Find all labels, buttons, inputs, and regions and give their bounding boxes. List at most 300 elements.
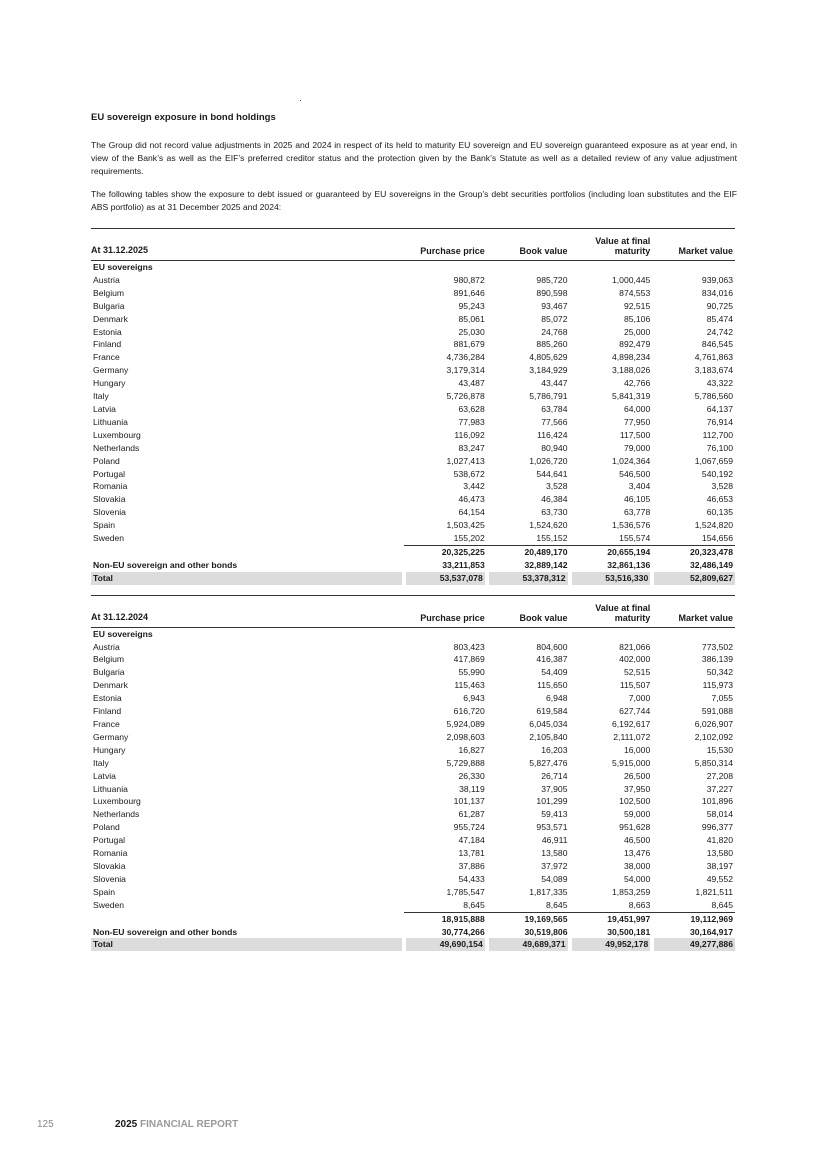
country-name: Portugal <box>93 835 126 846</box>
cell-value: 4,805,629 <box>529 352 568 363</box>
cell-value: 3,528 <box>545 481 568 492</box>
cell-value: 891,646 <box>453 287 485 298</box>
table-row <box>91 653 735 666</box>
country-name: Austria <box>93 641 120 652</box>
country-name: Poland <box>93 455 120 466</box>
country-name: Spain <box>93 886 115 897</box>
table-row <box>91 666 735 679</box>
country-name: Bulgaria <box>93 667 125 678</box>
cell-value: 591,088 <box>701 706 733 717</box>
cell-value: 7,055 <box>711 693 733 704</box>
cell-value: 38,119 <box>459 783 485 794</box>
country-name: Finland <box>93 706 122 717</box>
cell-value: 117,500 <box>619 429 651 440</box>
cell-value: 3,179,314 <box>446 365 485 376</box>
cell-value: 885,260 <box>536 339 568 350</box>
total-row-value: 49,690,154 <box>404 938 487 951</box>
cell-value: 2,105,840 <box>529 731 568 742</box>
non-eu-row <box>91 926 735 939</box>
country-name: Germany <box>93 731 129 742</box>
cell-value: 154,656 <box>701 533 733 544</box>
table-row <box>91 313 735 326</box>
cell-value: 46,500 <box>623 835 651 846</box>
country-name: France <box>93 352 120 363</box>
cell-value: 37,227 <box>706 783 733 794</box>
cell-value: 47,184 <box>458 835 485 846</box>
cell-value: 821,066 <box>619 641 651 652</box>
cell-value: 6,192,617 <box>612 719 651 729</box>
cell-value: 996,377 <box>701 822 733 833</box>
cell-value: 1,853,259 <box>612 886 651 897</box>
country-name: Spain <box>93 520 115 531</box>
cell-value: 1,817,335 <box>529 886 568 897</box>
cell-value: 16,000 <box>623 744 651 755</box>
country-name: Hungary <box>93 378 126 389</box>
page-number: 125 <box>37 1119 54 1130</box>
country-name: Bulgaria <box>93 300 125 311</box>
cell-value: 616,720 <box>453 706 485 717</box>
country-name: Hungary <box>93 744 126 755</box>
country-name: Lithuania <box>93 783 128 794</box>
cell-value: 115,507 <box>619 680 651 691</box>
cell-value: 2,098,603 <box>446 731 485 742</box>
non-eu-row-value: 30,164,917 <box>689 926 733 937</box>
table-row <box>91 783 735 796</box>
cell-value: 41,820 <box>706 835 733 846</box>
non-eu-row-value: 30,519,806 <box>524 926 568 937</box>
table-header-row <box>91 595 735 627</box>
table-title: At 31.12.2024 <box>91 595 404 627</box>
non-eu-row-value: 33,211,853 <box>442 559 485 570</box>
cell-value: 2,111,072 <box>613 731 651 742</box>
table-2025-wrap <box>91 228 737 585</box>
cell-value: 46,473 <box>458 494 485 505</box>
country-name: Italy <box>93 757 109 768</box>
country-name: Estonia <box>93 326 122 337</box>
cell-value: 95,243 <box>458 300 485 311</box>
cell-value: 951,628 <box>619 822 651 833</box>
table-row <box>91 429 735 442</box>
cell-value: 54,089 <box>541 873 568 884</box>
non-eu-row <box>91 559 735 572</box>
cell-value: 834,016 <box>701 287 733 298</box>
cell-value: 5,827,476 <box>529 757 568 768</box>
cell-value: 4,761,863 <box>694 352 733 363</box>
cell-value: 64,137 <box>706 403 733 414</box>
subtotal-row-value: 20,655,194 <box>570 545 653 558</box>
cell-value: 101,299 <box>536 796 568 807</box>
cell-value: 1,524,620 <box>529 520 568 531</box>
column-header: Book value <box>487 595 570 627</box>
cell-value: 939,063 <box>701 274 733 285</box>
cell-value: 38,197 <box>706 860 733 871</box>
cell-value: 25,000 <box>623 326 651 337</box>
cell-value: 85,072 <box>541 313 568 324</box>
table-row <box>91 468 735 481</box>
table-row <box>91 679 735 692</box>
cell-value: 50,342 <box>706 667 733 678</box>
exposure-table-2024 <box>91 595 735 952</box>
cell-value: 1,536,576 <box>612 520 651 531</box>
table-row <box>91 416 735 429</box>
cell-value: 43,322 <box>706 378 733 389</box>
cell-value: 116,092 <box>454 429 485 440</box>
cell-value: 985,720 <box>536 274 568 285</box>
main-content <box>91 112 737 951</box>
country-name: Latvia <box>93 403 116 414</box>
cell-value: 5,841,319 <box>612 391 651 402</box>
cell-value: 5,726,878 <box>446 391 485 402</box>
non-eu-row-value: 30,774,266 <box>441 926 485 937</box>
cell-value: 90,725 <box>706 300 733 311</box>
table-row <box>91 808 735 821</box>
cell-value: 58,014 <box>706 809 733 820</box>
group-label: EU sovereigns <box>91 261 735 274</box>
country-name: Netherlands <box>93 809 140 820</box>
table-row <box>91 899 735 912</box>
subtotal-row <box>91 912 735 925</box>
cell-value: 79,000 <box>623 442 651 453</box>
cell-value: 101,896 <box>701 796 733 807</box>
cell-value: 54,409 <box>541 667 568 678</box>
non-eu-row-label: Non-EU sovereign and other bonds <box>93 926 238 937</box>
cell-value: 874,553 <box>619 287 651 298</box>
cell-value: 13,580 <box>541 848 568 859</box>
table-row <box>91 532 735 545</box>
table-header-row <box>91 229 735 261</box>
cell-value: 5,924,089 <box>446 719 485 729</box>
subtotal-row-value: 20,323,478 <box>652 545 735 558</box>
country-name: Slovenia <box>93 507 126 518</box>
cell-value: 101,137 <box>453 796 485 807</box>
subtotal-row-label <box>91 912 404 925</box>
column-header: Book value <box>487 229 570 261</box>
cell-value: 37,886 <box>458 860 485 871</box>
total-row-label: Total <box>91 572 404 585</box>
cell-value: 386,139 <box>701 654 733 665</box>
country-name: Denmark <box>93 680 128 691</box>
subtotal-row-value: 18,915,888 <box>404 912 487 925</box>
subtotal-row-value: 20,489,170 <box>487 545 570 558</box>
non-eu-row-value: 32,486,149 <box>689 559 733 570</box>
group-row <box>91 627 735 640</box>
cell-value: 13,580 <box>706 848 733 859</box>
column-header: Value at final maturity <box>570 595 653 627</box>
cell-value: 26,330 <box>458 770 485 781</box>
cell-value: 8,645 <box>545 899 568 910</box>
table-row <box>91 705 735 718</box>
country-name: Sweden <box>93 899 125 910</box>
cell-value: 63,730 <box>541 507 568 518</box>
cell-value: 83,247 <box>458 442 485 453</box>
cell-value: 1,024,364 <box>612 455 651 466</box>
country-name: Latvia <box>93 770 116 781</box>
cell-value: 7,000 <box>628 693 651 704</box>
country-name: Finland <box>93 339 122 350</box>
cell-value: 115,463 <box>454 680 485 691</box>
column-header: Purchase price <box>404 595 487 627</box>
cell-value: 77,566 <box>541 416 568 427</box>
report-year: 2025 <box>115 1119 138 1130</box>
cell-value: 115,973 <box>702 680 733 691</box>
exposure-table-2025 <box>91 228 735 585</box>
total-row <box>91 938 735 951</box>
table-row <box>91 377 735 390</box>
cell-value: 26,500 <box>623 770 651 781</box>
cell-value: 102,500 <box>619 796 651 807</box>
cell-value: 116,424 <box>537 429 568 440</box>
cell-value: 8,645 <box>711 899 733 910</box>
cell-value: 892,479 <box>619 339 651 350</box>
non-eu-row-value: 32,889,142 <box>524 559 568 570</box>
cell-value: 115,650 <box>537 680 568 691</box>
group-label: EU sovereigns <box>91 627 735 640</box>
table-row <box>91 731 735 744</box>
cell-value: 6,045,034 <box>529 719 568 729</box>
country-name: Italy <box>93 391 109 402</box>
country-name: Romania <box>93 481 128 492</box>
country-name: Estonia <box>93 693 122 704</box>
cell-value: 85,061 <box>458 313 485 324</box>
table-row <box>91 744 735 757</box>
country-name: Slovakia <box>93 860 126 871</box>
cell-value: 6,948 <box>545 693 568 704</box>
table-row <box>91 364 735 377</box>
cell-value: 890,598 <box>536 287 568 298</box>
table-row <box>91 821 735 834</box>
table-row <box>91 795 735 808</box>
total-row-value: 49,689,371 <box>487 938 570 951</box>
cell-value: 76,100 <box>706 442 733 453</box>
table-row <box>91 480 735 493</box>
cell-value: 1,067,659 <box>694 455 733 466</box>
table-row <box>91 641 735 654</box>
cell-value: 417,869 <box>453 654 485 665</box>
cell-value: 846,545 <box>701 339 733 350</box>
cell-value: 3,184,929 <box>529 365 568 376</box>
country-name: Denmark <box>93 313 128 324</box>
cell-value: 3,528 <box>711 481 733 492</box>
cell-value: 2,102,092 <box>694 731 733 742</box>
table-row <box>91 493 735 506</box>
cell-value: 63,778 <box>623 507 651 518</box>
total-row-value: 49,277,886 <box>652 938 735 951</box>
cell-value: 1,524,820 <box>694 520 733 531</box>
total-row-value: 53,537,078 <box>404 572 487 585</box>
cell-value: 155,202 <box>453 533 485 544</box>
cell-value: 773,502 <box>701 641 733 652</box>
cell-value: 540,192 <box>701 468 733 479</box>
cell-value: 5,850,314 <box>694 757 733 768</box>
cell-value: 538,672 <box>453 468 485 479</box>
cell-value: 85,474 <box>706 313 733 324</box>
table-row <box>91 757 735 770</box>
country-name: Luxembourg <box>93 796 141 807</box>
subtotal-row-value: 19,451,997 <box>570 912 653 925</box>
table-title: At 31.12.2025 <box>91 229 404 261</box>
report-title <box>115 1119 238 1130</box>
country-name: Luxembourg <box>93 429 141 440</box>
cell-value: 77,950 <box>623 416 651 427</box>
country-name: Portugal <box>93 468 126 479</box>
table-row <box>91 506 735 519</box>
subtotal-row-label <box>91 545 404 558</box>
total-row-value: 53,378,312 <box>487 572 570 585</box>
total-row-value: 53,516,330 <box>570 572 653 585</box>
cell-value: 63,628 <box>458 403 485 414</box>
non-eu-row-label: Non-EU sovereign and other bonds <box>93 559 238 570</box>
table-row <box>91 274 735 287</box>
table-row <box>91 834 735 847</box>
table-row <box>91 718 735 731</box>
cell-value: 1,027,413 <box>446 455 485 466</box>
column-header: Market value <box>652 229 735 261</box>
paragraph-value-adjustments: The Group did not record value adjustments in 2025 and 2024 in respect of its held to maturity EU sovereign and EU sovereign guaranteed exposure as at year end, in view of the Bank’s as well as the EIF’s preferred creditor status and the protection given by the Bank’s Statute as well as a detailed review of any value adjustment requirements. <box>91 140 737 176</box>
non-eu-row-value: 30,500,181 <box>607 926 651 937</box>
cell-value: 16,203 <box>541 744 568 755</box>
cell-value: 59,000 <box>623 809 651 820</box>
subtotal-row-value: 20,325,225 <box>404 545 487 558</box>
cell-value: 59,413 <box>541 809 568 820</box>
cell-value: 46,653 <box>706 494 733 505</box>
cell-value: 627,744 <box>619 706 651 717</box>
total-row <box>91 572 735 585</box>
cell-value: 619,584 <box>536 706 568 717</box>
cell-value: 546,500 <box>619 468 651 479</box>
table-row <box>91 326 735 339</box>
cell-value: 24,742 <box>706 326 733 337</box>
cell-value: 6,943 <box>463 693 485 704</box>
section-heading: EU sovereign exposure in bond holdings <box>91 112 276 123</box>
table-row <box>91 287 735 300</box>
cell-value: 112,700 <box>702 429 733 440</box>
country-name: Slovakia <box>93 494 126 505</box>
cell-value: 6,026,907 <box>694 719 733 729</box>
cell-value: 42,766 <box>623 378 651 389</box>
total-row-label: Total <box>91 938 404 951</box>
column-header: Value at final maturity <box>570 229 653 261</box>
country-name: Belgium <box>93 287 125 298</box>
cell-value: 8,663 <box>628 899 651 910</box>
country-name: Austria <box>93 274 120 285</box>
subtotal-row-value: 19,112,969 <box>652 912 735 925</box>
table-row <box>91 886 735 899</box>
subtotal-row <box>91 545 735 558</box>
cell-value: 37,972 <box>541 860 568 871</box>
cell-value: 55,990 <box>458 667 485 678</box>
cell-value: 63,784 <box>541 403 568 414</box>
cell-value: 5,729,888 <box>446 757 485 768</box>
table-row <box>91 770 735 783</box>
cell-value: 3,188,026 <box>612 365 651 376</box>
cell-value: 5,915,000 <box>612 757 651 768</box>
table-row <box>91 300 735 313</box>
cell-value: 402,000 <box>619 654 651 665</box>
cell-value: 61,287 <box>458 809 485 820</box>
cell-value: 953,571 <box>536 822 568 833</box>
cell-value: 54,000 <box>623 873 651 884</box>
cell-value: 1,503,425 <box>446 520 485 531</box>
cell-value: 16,827 <box>458 744 485 755</box>
cell-value: 881,679 <box>453 339 485 350</box>
subtotal-row-value: 19,169,565 <box>487 912 570 925</box>
cell-value: 24,768 <box>541 326 568 337</box>
country-name: Poland <box>93 822 120 833</box>
cell-value: 955,724 <box>453 822 485 833</box>
cell-value: 1,026,720 <box>529 455 568 466</box>
country-name: Germany <box>93 365 129 376</box>
cell-value: 93,467 <box>541 300 568 311</box>
cell-value: 4,898,234 <box>612 352 651 363</box>
cell-value: 3,442 <box>463 481 485 492</box>
cell-value: 54,433 <box>458 873 485 884</box>
table-row <box>91 455 735 468</box>
table-row <box>91 338 735 351</box>
cell-value: 37,905 <box>541 783 568 794</box>
table-row <box>91 847 735 860</box>
cell-value: 43,447 <box>541 378 568 389</box>
cell-value: 5,786,791 <box>529 391 568 402</box>
cell-value: 803,423 <box>453 641 485 652</box>
total-row-value: 52,809,627 <box>652 572 735 585</box>
table-row <box>91 442 735 455</box>
cell-value: 155,152 <box>536 533 568 544</box>
cell-value: 49,552 <box>706 873 733 884</box>
cell-value: 3,183,674 <box>694 365 733 376</box>
cell-value: 80,940 <box>541 442 568 453</box>
cell-value: 38,000 <box>623 860 651 871</box>
cell-value: 980,872 <box>453 274 485 285</box>
cell-value: 64,154 <box>458 507 485 518</box>
stray-dot <box>300 100 301 101</box>
cell-value: 4,736,284 <box>446 352 485 363</box>
cell-value: 85,106 <box>623 313 651 324</box>
country-name: Slovenia <box>93 873 126 884</box>
country-name: France <box>93 719 120 729</box>
country-name: Romania <box>93 848 128 859</box>
cell-value: 46,911 <box>541 835 568 846</box>
table-row <box>91 403 735 416</box>
country-name: Sweden <box>93 533 125 544</box>
cell-value: 52,515 <box>623 667 651 678</box>
cell-value: 37,950 <box>623 783 651 794</box>
table-2024-wrap <box>91 595 737 952</box>
cell-value: 60,135 <box>706 507 733 518</box>
cell-value: 25,030 <box>458 326 485 337</box>
country-name: Belgium <box>93 654 125 665</box>
report-label: FINANCIAL REPORT <box>140 1119 239 1130</box>
cell-value: 416,387 <box>536 654 568 665</box>
cell-value: 27,208 <box>706 770 733 781</box>
cell-value: 15,530 <box>706 744 733 755</box>
table-row <box>91 351 735 364</box>
cell-value: 46,384 <box>541 494 568 505</box>
table-row <box>91 860 735 873</box>
cell-value: 92,515 <box>623 300 651 311</box>
group-row <box>91 261 735 274</box>
cell-value: 26,714 <box>541 770 568 781</box>
country-name: Lithuania <box>93 416 128 427</box>
cell-value: 804,600 <box>536 641 568 652</box>
cell-value: 5,786,560 <box>694 391 733 402</box>
cell-value: 46,105 <box>623 494 651 505</box>
cell-value: 13,476 <box>623 848 651 859</box>
table-row <box>91 390 735 403</box>
column-header: Purchase price <box>404 229 487 261</box>
table-row <box>91 873 735 886</box>
table-row <box>91 519 735 532</box>
cell-value: 77,983 <box>458 416 485 427</box>
